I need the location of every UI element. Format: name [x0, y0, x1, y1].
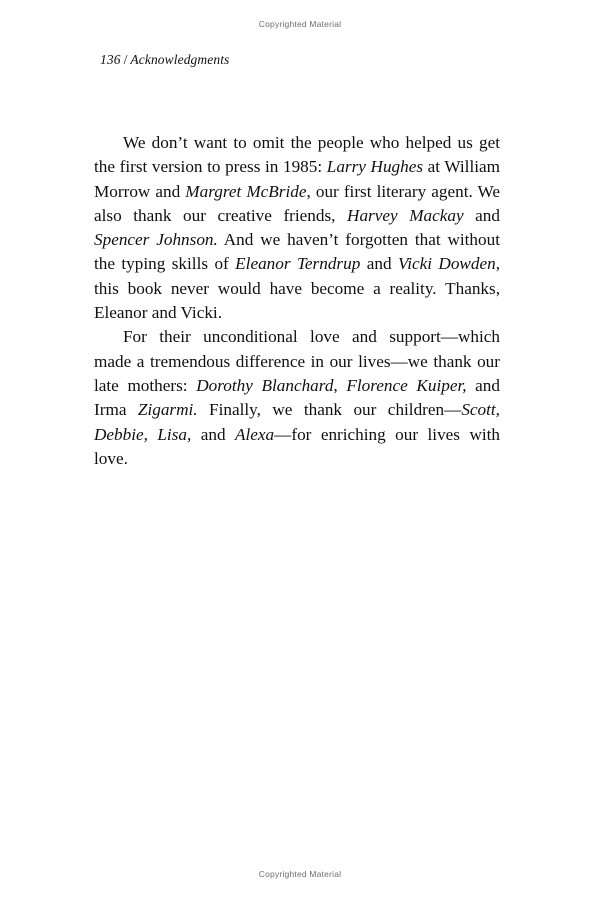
running-head-title: Acknowledgments — [130, 52, 230, 67]
paragraph-2: For their unconditional love and support—which made a tremendous difference in our lives—we thank our late mothers: Dorothy Blanchard, Florence Kuiper, and Irma Zigarmi. Finally, we thank our children—Scott, Debbie, Lisa, and Alexa—for enriching our lives with love. — [94, 327, 500, 468]
body-text — [94, 131, 500, 471]
page-number: 136 — [100, 52, 121, 67]
paragraph-1: We don’t want to omit the people who helped us get the first version to press in 1985: Larry Hughes at William Morrow and Margret McBride, our first literary agent. We also thank our creative friends, Harvey Mackay and Spencer Johnson. And we haven’t forgotten that without the typing skills of Eleanor Terndrup and Vicki Dowden, this book never would have become a reality. Thanks, Eleanor and Vicki. — [94, 133, 500, 323]
running-head — [100, 52, 229, 68]
watermark-bottom: Copyrighted Material — [258, 869, 342, 879]
watermark-top: Copyrighted Material — [258, 19, 342, 29]
running-head-separator: / — [123, 52, 128, 67]
